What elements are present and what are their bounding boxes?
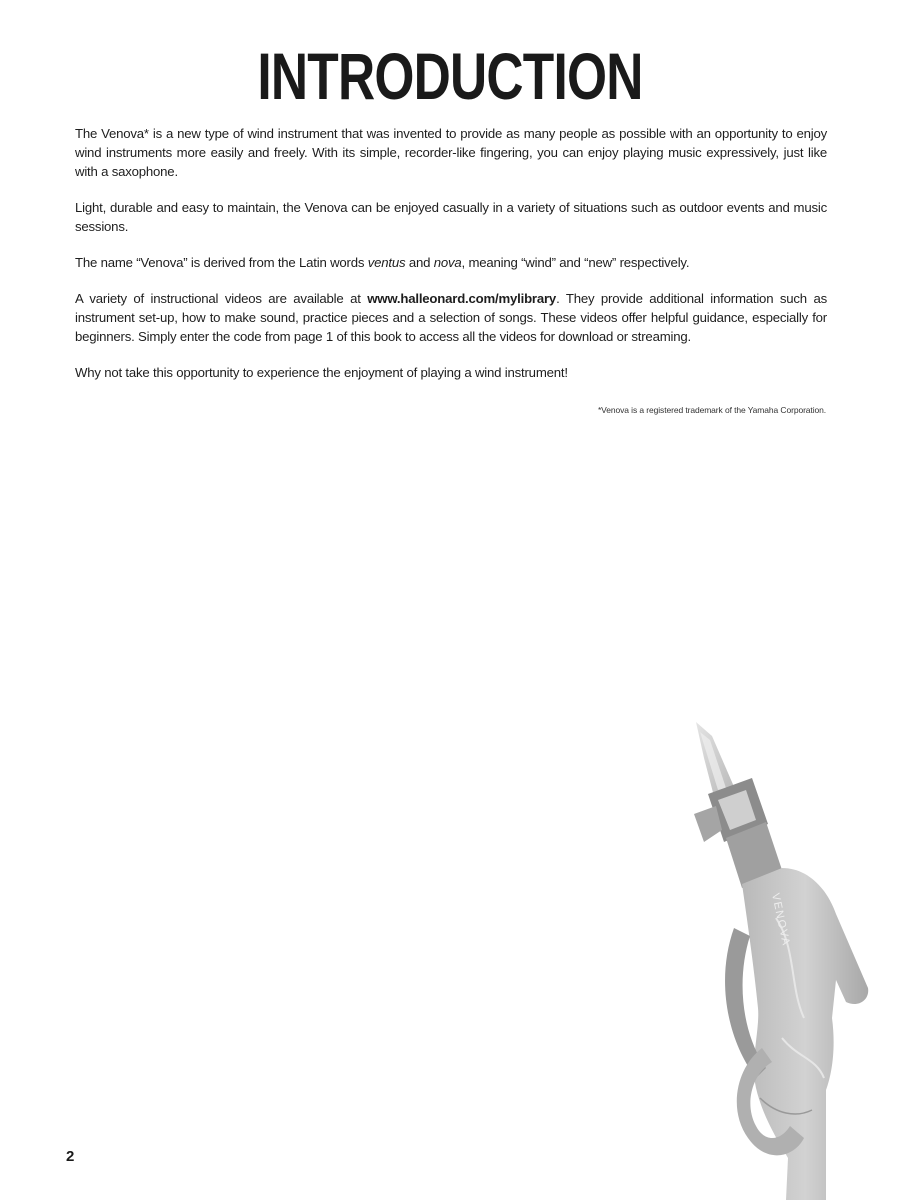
p3-text-after: , meaning “wind” and “new” respectively. — [461, 255, 690, 270]
p4-text-after: . They provide additional information such as instrument set-up, how to make sound, practice pieces and a selection of songs. These videos offer helpful guidance, especially for beginners. Simply enter the code from page 1 of this book to access all the videos for download or streaming. — [75, 291, 827, 344]
venova-engraved-logo: VENOVA — [769, 892, 793, 948]
paragraph-5: Why not take this opportunity to experience the enjoyment of playing a wind instrument! — [75, 365, 568, 380]
p4-text-before: A variety of instructional videos are available at — [75, 291, 368, 306]
paragraph-4 — [75, 289, 827, 346]
venova-instrument-illustration — [686, 718, 876, 1200]
latin-word-nova: nova — [433, 255, 462, 270]
p3-text-before: The name “Venova” is derived from the Latin words — [75, 255, 368, 270]
trademark-footnote: *Venova is a registered trademark of the Yamaha Corporation. — [597, 405, 826, 415]
p3-text-middle: and — [405, 255, 434, 270]
intro-body — [75, 124, 827, 399]
paragraph-1: The Venova* is a new type of wind instrument that was invented to provide as many people as possible with an opportunity to enjoy wind instruments more easily and freely. With its simple, recorder-like fingering, you can enjoy playing music expressively, just like with a saxophone. — [75, 126, 827, 179]
page-title: INTRODUCTION — [257, 39, 643, 113]
latin-word-ventus: ventus — [367, 255, 406, 270]
page-number: 2 — [66, 1148, 75, 1165]
paragraph-3 — [75, 253, 827, 272]
library-url-link[interactable]: www.halleonard.com/mylibrary — [367, 291, 557, 306]
paragraph-2: Light, durable and easy to maintain, the Venova can be enjoyed casually in a variety of situations such as outdoor events and music sessions. — [75, 200, 827, 234]
